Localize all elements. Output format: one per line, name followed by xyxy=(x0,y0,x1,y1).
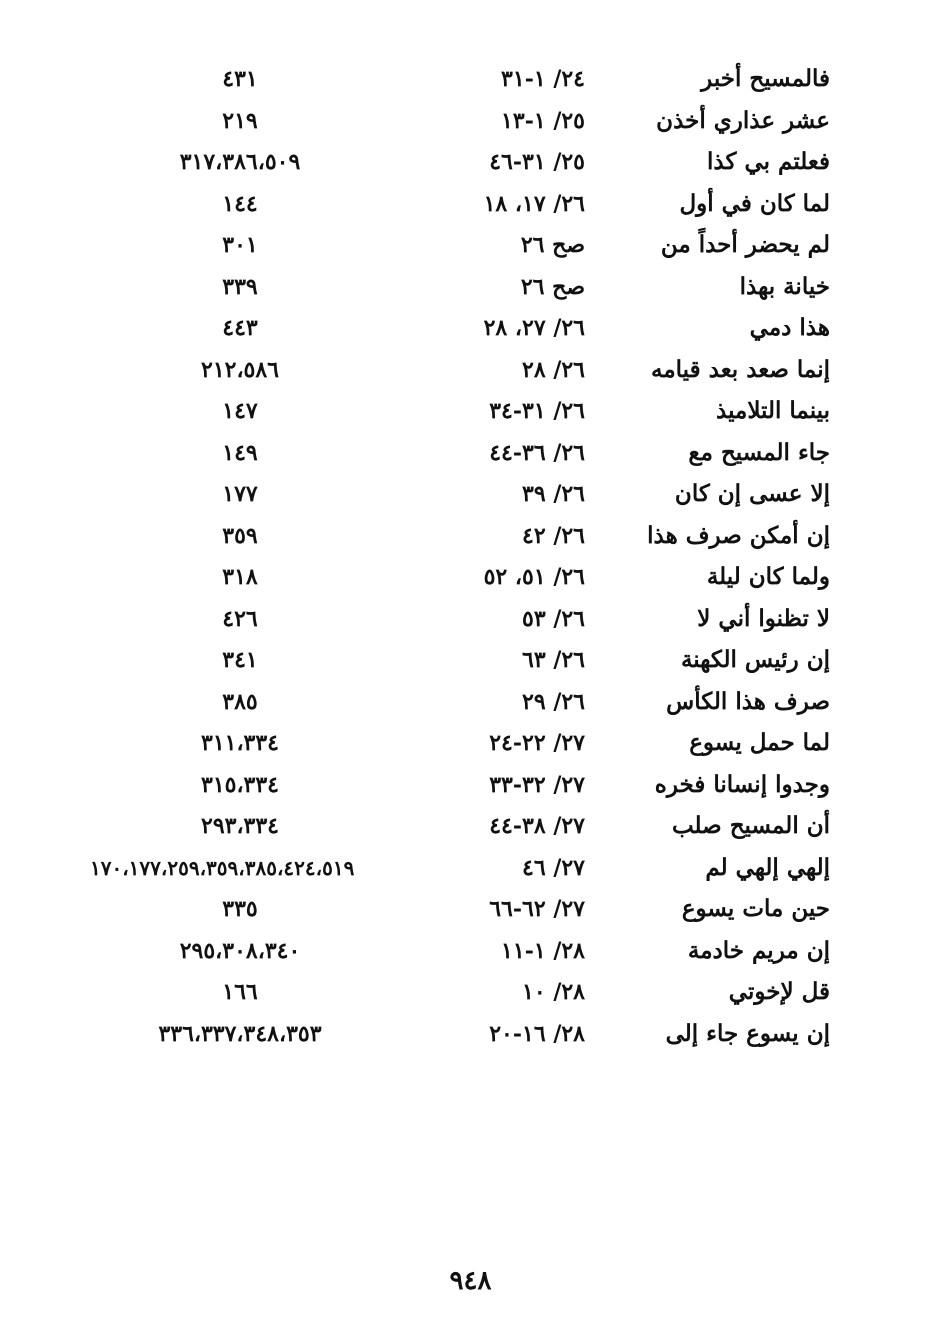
verse-reference: ٢٧/ ٣٨-٤٤ xyxy=(489,813,585,839)
index-phrase: لما حمل يسوع xyxy=(689,729,830,756)
page-references: ٣٤١ xyxy=(222,647,258,673)
verse-reference: ٢٦/ ٦٣ xyxy=(522,647,585,673)
index-phrase: وجدوا إنسانا فخره xyxy=(654,770,830,798)
index-row xyxy=(90,971,830,1013)
verse-reference: ٢٧/ ٦٢-٦٦ xyxy=(489,896,585,922)
index-row xyxy=(90,930,830,972)
page-references: ١٤٩ xyxy=(222,439,258,466)
page-references: ١٤٧ xyxy=(222,398,258,424)
index-phrase: قل لإخوتي xyxy=(728,978,830,1005)
index-phrase: لما كان في أول xyxy=(679,189,830,217)
index-phrase: إن أمكن صرف هذا xyxy=(647,521,830,549)
page-references: ٣١٧،٣٨٦،٥٠٩ xyxy=(179,149,301,175)
page-references: ٢١٩ xyxy=(222,107,258,134)
index-row xyxy=(90,515,830,557)
verse-reference: ٢٦/ ٥٣ xyxy=(522,605,585,632)
index-phrase: جاء المسيح مع xyxy=(688,438,830,466)
index-row xyxy=(90,224,830,266)
page-number: ٩٤٨ xyxy=(449,1266,492,1296)
verse-reference: ٢٨/ ١٠ xyxy=(522,979,585,1005)
page-references: ١٧٠،١٧٧،٢٥٩،٣٥٩،٣٨٥،٤٢٤،٥١٩ xyxy=(90,855,355,880)
index-phrase: بينما التلاميذ xyxy=(716,397,830,424)
index-row xyxy=(90,307,830,349)
index-phrase: عشر عذاري أخذن xyxy=(656,106,830,134)
index-row xyxy=(90,58,830,100)
verse-index-table xyxy=(90,58,830,1054)
index-phrase: لا تظنوا أني لا xyxy=(697,604,830,632)
page-references: ٣٣٩ xyxy=(222,273,258,300)
verse-reference: ٢٥/ ٣١-٤٦ xyxy=(489,149,585,175)
verse-reference: ٢٦/ ٥١، ٥٢ xyxy=(483,564,585,590)
index-phrase: إلا عسى إن كان xyxy=(674,480,830,507)
page-references: ١٦٦ xyxy=(222,979,258,1005)
verse-reference: ٢٦/ ٢٨ xyxy=(522,356,585,383)
verse-reference: ٢٤/ ١-٣١ xyxy=(501,66,585,92)
verse-reference: ٢٦/ ٢٧، ٢٨ xyxy=(483,315,585,341)
page-references: ٣٠١ xyxy=(222,232,258,258)
page-references: ٤٢٦ xyxy=(222,605,258,632)
page-references: ٣٨٥ xyxy=(222,688,258,715)
verse-reference: ٢٦/ ٣٩ xyxy=(522,481,585,507)
verse-reference: ٢٧/ ٢٢-٢٤ xyxy=(489,730,585,756)
index-row xyxy=(90,1013,830,1055)
verse-reference: ٢٨/ ١-١١ xyxy=(501,937,585,964)
index-phrase: إلهي إلهي لم xyxy=(705,853,830,881)
index-row xyxy=(90,100,830,142)
page-references: ٢٩٣،٣٣٤ xyxy=(201,813,279,839)
index-row xyxy=(90,888,830,930)
index-phrase: إن رئيس الكهنة xyxy=(680,646,830,673)
verse-reference: ٢٦/ ١٧، ١٨ xyxy=(483,190,585,217)
index-row xyxy=(90,183,830,225)
index-phrase: خيانة بهذا xyxy=(739,272,830,300)
verse-reference: ٢٥/ ١-١٣ xyxy=(501,107,585,134)
page-references: ٣٣٥ xyxy=(222,896,258,922)
verse-reference: صح ٢٦ xyxy=(520,232,585,258)
verse-reference: ٢٦/ ٣٦-٤٤ xyxy=(489,439,585,466)
index-phrase: لم يحضر أحداً من xyxy=(660,231,830,258)
index-row xyxy=(90,722,830,764)
page-references: ١٧٧ xyxy=(222,481,258,507)
index-row xyxy=(90,473,830,515)
index-phrase: صرف هذا الكأس xyxy=(666,687,830,715)
index-row xyxy=(90,432,830,474)
page-references: ٣٣٦،٣٣٧،٣٤٨،٣٥٣ xyxy=(158,1020,322,1047)
index-row xyxy=(90,349,830,391)
index-phrase: حين مات يسوع xyxy=(681,895,830,922)
page-references: ٣١٨ xyxy=(222,564,258,590)
index-row xyxy=(90,847,830,889)
index-row xyxy=(90,639,830,681)
page-references: ٢٩٥،٣٠٨،٣٤٠ xyxy=(179,937,301,964)
index-phrase: هذا دمي xyxy=(749,314,830,341)
page-references: ٤٣١ xyxy=(222,66,258,92)
index-row xyxy=(90,141,830,183)
index-row xyxy=(90,390,830,432)
index-phrase: إنما صعد بعد قيامه xyxy=(651,355,830,383)
page-references: ٢١٢،٥٨٦ xyxy=(201,356,279,383)
index-phrase: فعلتم بي كذا xyxy=(707,148,830,175)
index-phrase: أن المسيح صلب xyxy=(671,812,830,839)
index-phrase: إن يسوع جاء إلى xyxy=(665,1019,830,1047)
index-row xyxy=(90,805,830,847)
verse-reference: ٢٦/ ٢٩ xyxy=(522,688,585,715)
page-references: ٣١١،٣٣٤ xyxy=(201,730,279,756)
verse-reference: ٢٨/ ١٦-٢٠ xyxy=(489,1020,585,1047)
index-phrase: فالمسيح أخبر xyxy=(701,65,830,92)
verse-reference: صح ٢٦ xyxy=(520,273,585,300)
index-row xyxy=(90,556,830,598)
verse-reference: ٢٦/ ٤٢ xyxy=(522,522,585,549)
page-references: ٣٥٩ xyxy=(222,522,258,549)
verse-reference: ٢٧/ ٤٦ xyxy=(522,854,585,881)
index-phrase: إن مريم خادمة xyxy=(687,936,830,964)
page-references: ٣١٥،٣٣٤ xyxy=(201,771,279,798)
page-references: ١٤٤ xyxy=(222,190,258,217)
verse-reference: ٢٦/ ٣١-٣٤ xyxy=(489,398,585,424)
index-row xyxy=(90,681,830,723)
verse-reference: ٢٧/ ٣٢-٣٣ xyxy=(489,771,585,798)
page-references: ٤٤٣ xyxy=(222,315,258,341)
index-row xyxy=(90,764,830,806)
index-phrase: ولما كان ليلة xyxy=(706,563,830,590)
index-row xyxy=(90,598,830,640)
index-row xyxy=(90,266,830,308)
